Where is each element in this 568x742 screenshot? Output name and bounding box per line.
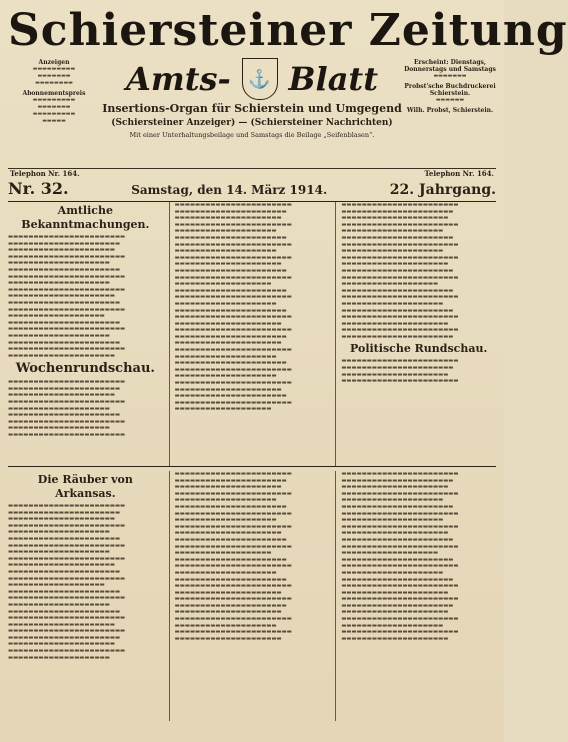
issue-bar <box>8 179 496 202</box>
right-info-box: Erscheint: Dienstags, Donnerstags und Samstags ▬▬▬▬▬▬▬ Probst'sche Buchdruckerei Schierstein. ▬▬▬▬▬▬ Wilh. Probst, Schierstein. <box>404 59 496 114</box>
wochenrundschau-heading: Wochenrundschau. <box>15 361 155 377</box>
issue-year: 22. Jahrgang. <box>389 182 496 198</box>
amts-word: Amts- <box>126 60 231 98</box>
insertions-line: Insertions-Organ für Schierstein und Umgegend <box>102 102 402 115</box>
coat-of-arms-icon: ⚓ <box>242 58 278 100</box>
left-info-box: Anzeigen ▬▬▬▬▬▬▬▬▬ ▬▬▬▬▬▬▬ ▬▬▬▬▬▬▬▬ Abonnementspreis ▬▬▬▬▬▬▬▬▬ ▬▬▬▬▬▬▬ ▬▬▬▬▬▬▬▬▬ ▬▬▬▬▬ <box>8 56 100 168</box>
left-subheading: Abonnementspreis <box>22 90 86 97</box>
right-heading: Erscheint: Dienstags, Donnerstags und Samstags <box>404 59 496 73</box>
issue-number: Nr. 32. <box>8 179 69 198</box>
column-1: Amtliche Bekanntmachungen. ▬▬▬▬▬▬▬▬▬▬▬▬▬▬▬▬▬▬▬▬▬▬▬ ▬▬▬▬▬▬▬▬▬▬▬▬▬▬▬▬▬▬▬▬▬▬ ▬▬▬▬▬▬▬▬▬▬▬▬▬▬▬▬▬▬▬▬▬ ▬▬▬▬▬▬▬▬▬▬▬▬▬▬▬▬▬▬▬▬▬▬▬ ▬▬▬▬▬▬▬▬▬▬▬▬▬▬▬▬▬▬▬▬ ▬▬▬▬▬▬▬▬▬▬▬▬▬▬▬▬▬▬▬▬▬▬ ▬▬▬▬▬▬▬▬▬▬▬▬▬▬▬▬▬▬▬▬▬▬▬ ▬▬▬▬▬▬▬▬▬▬▬▬▬▬▬▬▬▬▬▬ ▬▬▬▬▬▬▬▬▬▬▬▬▬▬▬▬▬▬▬▬▬▬▬ ▬▬▬▬▬▬▬▬▬▬▬▬▬▬▬▬▬▬▬▬▬ ▬▬▬▬▬▬▬▬▬▬▬▬▬▬▬▬▬▬▬▬▬▬ ▬▬▬▬▬▬▬▬▬▬▬▬▬▬▬▬▬▬▬▬▬▬▬ ▬▬▬▬▬▬▬▬▬▬▬▬▬▬▬▬▬▬▬ ▬▬▬▬▬▬▬▬▬▬▬▬▬▬▬▬▬▬▬▬▬▬ ▬▬▬▬▬▬▬▬▬▬▬▬▬▬▬▬▬▬▬▬▬▬▬ ▬▬▬▬▬▬▬▬▬▬▬▬▬▬▬▬▬▬▬▬ ▬▬▬▬▬▬▬▬▬▬▬▬▬▬▬▬▬▬▬▬▬▬ ▬▬▬▬▬▬▬▬▬▬▬▬▬▬▬▬▬▬▬▬▬▬▬ ▬▬▬▬▬▬▬▬▬▬▬▬▬▬▬▬▬▬▬▬▬ Wochenrundschau. ▬▬▬▬▬▬▬▬▬▬▬▬▬▬▬▬▬▬▬▬▬▬▬ ▬▬▬▬▬▬▬▬▬▬▬▬▬▬▬▬▬▬▬▬▬▬ ▬▬▬▬▬▬▬▬▬▬▬▬▬▬▬▬▬▬▬▬▬ ▬▬▬▬▬▬▬▬▬▬▬▬▬▬▬▬▬▬▬▬▬▬▬ ▬▬▬▬▬▬▬▬▬▬▬▬▬▬▬▬▬▬▬▬ ▬▬▬▬▬▬▬▬▬▬▬▬▬▬▬▬▬▬▬▬▬▬ ▬▬▬▬▬▬▬▬▬▬▬▬▬▬▬▬▬▬▬▬▬▬▬ ▬▬▬▬▬▬▬▬▬▬▬▬▬▬▬▬▬▬▬▬ ▬▬▬▬▬▬▬▬▬▬▬▬▬▬▬▬▬▬▬▬▬▬▬ <box>8 202 163 466</box>
issue-date: Samstag, den 14. März 1914. <box>131 183 328 197</box>
blatt-word: Blatt <box>288 60 378 98</box>
upper-columns <box>8 202 496 467</box>
lower-column-2: ▬▬▬▬▬▬▬▬▬▬▬▬▬▬▬▬▬▬▬▬▬▬▬ ▬▬▬▬▬▬▬▬▬▬▬▬▬▬▬▬▬▬▬▬▬▬ ▬▬▬▬▬▬▬▬▬▬▬▬▬▬▬▬▬▬▬▬▬ ▬▬▬▬▬▬▬▬▬▬▬▬▬▬▬▬▬▬▬▬▬▬▬ ▬▬▬▬▬▬▬▬▬▬▬▬▬▬▬▬▬▬▬▬ ▬▬▬▬▬▬▬▬▬▬▬▬▬▬▬▬▬▬▬▬▬▬ ▬▬▬▬▬▬▬▬▬▬▬▬▬▬▬▬▬▬▬▬▬▬▬ ▬▬▬▬▬▬▬▬▬▬▬▬▬▬▬▬▬▬▬▬ ▬▬▬▬▬▬▬▬▬▬▬▬▬▬▬▬▬▬▬▬▬▬▬ ▬▬▬▬▬▬▬▬▬▬▬▬▬▬▬▬▬▬▬▬▬ ▬▬▬▬▬▬▬▬▬▬▬▬▬▬▬▬▬▬▬▬▬▬ ▬▬▬▬▬▬▬▬▬▬▬▬▬▬▬▬▬▬▬▬▬▬▬ ▬▬▬▬▬▬▬▬▬▬▬▬▬▬▬▬▬▬▬ ▬▬▬▬▬▬▬▬▬▬▬▬▬▬▬▬▬▬▬▬▬▬ ▬▬▬▬▬▬▬▬▬▬▬▬▬▬▬▬▬▬▬▬▬▬▬ ▬▬▬▬▬▬▬▬▬▬▬▬▬▬▬▬▬▬▬▬ ▬▬▬▬▬▬▬▬▬▬▬▬▬▬▬▬▬▬▬▬▬▬ ▬▬▬▬▬▬▬▬▬▬▬▬▬▬▬▬▬▬▬▬▬▬▬ ▬▬▬▬▬▬▬▬▬▬▬▬▬▬▬▬▬▬▬▬▬ ▬▬▬▬▬▬▬▬▬▬▬▬▬▬▬▬▬▬▬▬▬▬▬ ▬▬▬▬▬▬▬▬▬▬▬▬▬▬▬▬▬▬▬▬▬▬ ▬▬▬▬▬▬▬▬▬▬▬▬▬▬▬▬▬▬▬▬▬ ▬▬▬▬▬▬▬▬▬▬▬▬▬▬▬▬▬▬▬▬▬▬▬ ▬▬▬▬▬▬▬▬▬▬▬▬▬▬▬▬▬▬▬▬ ▬▬▬▬▬▬▬▬▬▬▬▬▬▬▬▬▬▬▬▬▬▬▬ ▬▬▬▬▬▬▬▬▬▬▬▬▬▬▬▬▬▬▬▬▬ <box>169 471 330 721</box>
column-2: ▬▬▬▬▬▬▬▬▬▬▬▬▬▬▬▬▬▬▬▬▬▬▬ ▬▬▬▬▬▬▬▬▬▬▬▬▬▬▬▬▬▬▬▬▬▬ ▬▬▬▬▬▬▬▬▬▬▬▬▬▬▬▬▬▬▬▬▬ ▬▬▬▬▬▬▬▬▬▬▬▬▬▬▬▬▬▬▬▬▬▬▬ ▬▬▬▬▬▬▬▬▬▬▬▬▬▬▬▬▬▬▬▬ ▬▬▬▬▬▬▬▬▬▬▬▬▬▬▬▬▬▬▬▬▬▬ ▬▬▬▬▬▬▬▬▬▬▬▬▬▬▬▬▬▬▬▬▬▬▬ ▬▬▬▬▬▬▬▬▬▬▬▬▬▬▬▬▬▬▬▬ ▬▬▬▬▬▬▬▬▬▬▬▬▬▬▬▬▬▬▬▬▬▬▬ ▬▬▬▬▬▬▬▬▬▬▬▬▬▬▬▬▬▬▬▬▬ ▬▬▬▬▬▬▬▬▬▬▬▬▬▬▬▬▬▬▬▬▬▬ ▬▬▬▬▬▬▬▬▬▬▬▬▬▬▬▬▬▬▬▬▬▬▬ ▬▬▬▬▬▬▬▬▬▬▬▬▬▬▬▬▬▬▬ ▬▬▬▬▬▬▬▬▬▬▬▬▬▬▬▬▬▬▬▬▬▬ ▬▬▬▬▬▬▬▬▬▬▬▬▬▬▬▬▬▬▬▬▬▬▬ ▬▬▬▬▬▬▬▬▬▬▬▬▬▬▬▬▬▬▬▬ ▬▬▬▬▬▬▬▬▬▬▬▬▬▬▬▬▬▬▬▬▬▬ ▬▬▬▬▬▬▬▬▬▬▬▬▬▬▬▬▬▬▬▬▬▬▬ ▬▬▬▬▬▬▬▬▬▬▬▬▬▬▬▬▬▬▬▬▬ ▬▬▬▬▬▬▬▬▬▬▬▬▬▬▬▬▬▬▬▬▬▬▬ ▬▬▬▬▬▬▬▬▬▬▬▬▬▬▬▬▬▬▬▬▬▬ ▬▬▬▬▬▬▬▬▬▬▬▬▬▬▬▬▬▬▬▬▬ ▬▬▬▬▬▬▬▬▬▬▬▬▬▬▬▬▬▬▬▬▬▬▬ ▬▬▬▬▬▬▬▬▬▬▬▬▬▬▬▬▬▬▬▬ ▬▬▬▬▬▬▬▬▬▬▬▬▬▬▬▬▬▬▬▬▬▬ ▬▬▬▬▬▬▬▬▬▬▬▬▬▬▬▬▬▬▬▬▬▬▬ ▬▬▬▬▬▬▬▬▬▬▬▬▬▬▬▬▬▬▬▬ ▬▬▬▬▬▬▬▬▬▬▬▬▬▬▬▬▬▬▬▬▬▬▬ ▬▬▬▬▬▬▬▬▬▬▬▬▬▬▬▬▬▬▬▬▬ ▬▬▬▬▬▬▬▬▬▬▬▬▬▬▬▬▬▬▬▬▬▬ ▬▬▬▬▬▬▬▬▬▬▬▬▬▬▬▬▬▬▬▬▬▬▬ ▬▬▬▬▬▬▬▬▬▬▬▬▬▬▬▬▬▬▬ <box>169 202 330 466</box>
anzeiger-line: (Schiersteiner Anzeiger) — (Schiersteiner Nachrichten) <box>111 118 393 128</box>
right-subheading: Probst'sche Buchdruckerei Schierstein. <box>404 83 496 97</box>
lower-columns <box>8 467 496 721</box>
center-title-block <box>100 56 404 168</box>
politische-heading: Politische Rundschau. <box>350 342 488 356</box>
rauber-heading: Die Räuber von Arkansas. <box>37 473 133 500</box>
left-heading: Anzeigen <box>38 59 70 66</box>
telephone-right: Telephon Nr. 164. <box>424 169 494 178</box>
lower-column-3: ▬▬▬▬▬▬▬▬▬▬▬▬▬▬▬▬▬▬▬▬▬▬▬ ▬▬▬▬▬▬▬▬▬▬▬▬▬▬▬▬▬▬▬▬▬▬ ▬▬▬▬▬▬▬▬▬▬▬▬▬▬▬▬▬▬▬▬▬ ▬▬▬▬▬▬▬▬▬▬▬▬▬▬▬▬▬▬▬▬▬▬▬ ▬▬▬▬▬▬▬▬▬▬▬▬▬▬▬▬▬▬▬▬ ▬▬▬▬▬▬▬▬▬▬▬▬▬▬▬▬▬▬▬▬▬▬ ▬▬▬▬▬▬▬▬▬▬▬▬▬▬▬▬▬▬▬▬▬▬▬ ▬▬▬▬▬▬▬▬▬▬▬▬▬▬▬▬▬▬▬▬ ▬▬▬▬▬▬▬▬▬▬▬▬▬▬▬▬▬▬▬▬▬▬▬ ▬▬▬▬▬▬▬▬▬▬▬▬▬▬▬▬▬▬▬▬▬ ▬▬▬▬▬▬▬▬▬▬▬▬▬▬▬▬▬▬▬▬▬▬ ▬▬▬▬▬▬▬▬▬▬▬▬▬▬▬▬▬▬▬▬▬▬▬ ▬▬▬▬▬▬▬▬▬▬▬▬▬▬▬▬▬▬▬ ▬▬▬▬▬▬▬▬▬▬▬▬▬▬▬▬▬▬▬▬▬▬ ▬▬▬▬▬▬▬▬▬▬▬▬▬▬▬▬▬▬▬▬▬▬▬ ▬▬▬▬▬▬▬▬▬▬▬▬▬▬▬▬▬▬▬▬ ▬▬▬▬▬▬▬▬▬▬▬▬▬▬▬▬▬▬▬▬▬▬ ▬▬▬▬▬▬▬▬▬▬▬▬▬▬▬▬▬▬▬▬▬▬▬ ▬▬▬▬▬▬▬▬▬▬▬▬▬▬▬▬▬▬▬▬▬ ▬▬▬▬▬▬▬▬▬▬▬▬▬▬▬▬▬▬▬▬▬▬▬ ▬▬▬▬▬▬▬▬▬▬▬▬▬▬▬▬▬▬▬▬▬▬ ▬▬▬▬▬▬▬▬▬▬▬▬▬▬▬▬▬▬▬▬▬ ▬▬▬▬▬▬▬▬▬▬▬▬▬▬▬▬▬▬▬▬▬▬▬ ▬▬▬▬▬▬▬▬▬▬▬▬▬▬▬▬▬▬▬▬ ▬▬▬▬▬▬▬▬▬▬▬▬▬▬▬▬▬▬▬▬▬▬▬ ▬▬▬▬▬▬▬▬▬▬▬▬▬▬▬▬▬▬▬▬▬ <box>335 471 496 721</box>
right-editor: Wilh. Probst, Schierstein. <box>406 107 494 114</box>
masthead-title: Schiersteiner Zeitung <box>8 5 568 56</box>
beilage-line: Mit einer Unterhaltungsbeilage und Samstags die Beilage „Seifenblasen“. <box>129 131 375 139</box>
lower-column-1: Die Räuber von Arkansas. ▬▬▬▬▬▬▬▬▬▬▬▬▬▬▬▬▬▬▬▬▬▬▬ ▬▬▬▬▬▬▬▬▬▬▬▬▬▬▬▬▬▬▬▬▬▬ ▬▬▬▬▬▬▬▬▬▬▬▬▬▬▬▬▬▬▬▬▬ ▬▬▬▬▬▬▬▬▬▬▬▬▬▬▬▬▬▬▬▬▬▬▬ ▬▬▬▬▬▬▬▬▬▬▬▬▬▬▬▬▬▬▬▬ ▬▬▬▬▬▬▬▬▬▬▬▬▬▬▬▬▬▬▬▬▬▬ ▬▬▬▬▬▬▬▬▬▬▬▬▬▬▬▬▬▬▬▬▬▬▬ ▬▬▬▬▬▬▬▬▬▬▬▬▬▬▬▬▬▬▬▬ ▬▬▬▬▬▬▬▬▬▬▬▬▬▬▬▬▬▬▬▬▬▬▬ ▬▬▬▬▬▬▬▬▬▬▬▬▬▬▬▬▬▬▬▬▬ ▬▬▬▬▬▬▬▬▬▬▬▬▬▬▬▬▬▬▬▬▬▬ ▬▬▬▬▬▬▬▬▬▬▬▬▬▬▬▬▬▬▬▬▬▬▬ ▬▬▬▬▬▬▬▬▬▬▬▬▬▬▬▬▬▬▬ ▬▬▬▬▬▬▬▬▬▬▬▬▬▬▬▬▬▬▬▬▬▬ ▬▬▬▬▬▬▬▬▬▬▬▬▬▬▬▬▬▬▬▬▬▬▬ ▬▬▬▬▬▬▬▬▬▬▬▬▬▬▬▬▬▬▬▬ ▬▬▬▬▬▬▬▬▬▬▬▬▬▬▬▬▬▬▬▬▬▬ ▬▬▬▬▬▬▬▬▬▬▬▬▬▬▬▬▬▬▬▬▬▬▬ ▬▬▬▬▬▬▬▬▬▬▬▬▬▬▬▬▬▬▬▬▬ ▬▬▬▬▬▬▬▬▬▬▬▬▬▬▬▬▬▬▬▬▬▬▬ ▬▬▬▬▬▬▬▬▬▬▬▬▬▬▬▬▬▬▬▬▬▬ ▬▬▬▬▬▬▬▬▬▬▬▬▬▬▬▬▬▬▬▬▬ ▬▬▬▬▬▬▬▬▬▬▬▬▬▬▬▬▬▬▬▬▬▬▬ ▬▬▬▬▬▬▬▬▬▬▬▬▬▬▬▬▬▬▬▬ <box>8 471 163 721</box>
subhead <box>8 56 496 169</box>
amtliche-heading: Amtliche Bekanntmachungen. <box>21 204 150 231</box>
column-3: ▬▬▬▬▬▬▬▬▬▬▬▬▬▬▬▬▬▬▬▬▬▬▬ ▬▬▬▬▬▬▬▬▬▬▬▬▬▬▬▬▬▬▬▬▬▬ ▬▬▬▬▬▬▬▬▬▬▬▬▬▬▬▬▬▬▬▬▬ ▬▬▬▬▬▬▬▬▬▬▬▬▬▬▬▬▬▬▬▬▬▬▬ ▬▬▬▬▬▬▬▬▬▬▬▬▬▬▬▬▬▬▬▬ ▬▬▬▬▬▬▬▬▬▬▬▬▬▬▬▬▬▬▬▬▬▬ ▬▬▬▬▬▬▬▬▬▬▬▬▬▬▬▬▬▬▬▬▬▬▬ ▬▬▬▬▬▬▬▬▬▬▬▬▬▬▬▬▬▬▬▬ ▬▬▬▬▬▬▬▬▬▬▬▬▬▬▬▬▬▬▬▬▬▬▬ ▬▬▬▬▬▬▬▬▬▬▬▬▬▬▬▬▬▬▬▬▬ ▬▬▬▬▬▬▬▬▬▬▬▬▬▬▬▬▬▬▬▬▬▬ ▬▬▬▬▬▬▬▬▬▬▬▬▬▬▬▬▬▬▬▬▬▬▬ ▬▬▬▬▬▬▬▬▬▬▬▬▬▬▬▬▬▬▬ ▬▬▬▬▬▬▬▬▬▬▬▬▬▬▬▬▬▬▬▬▬▬ ▬▬▬▬▬▬▬▬▬▬▬▬▬▬▬▬▬▬▬▬▬▬▬ ▬▬▬▬▬▬▬▬▬▬▬▬▬▬▬▬▬▬▬▬ ▬▬▬▬▬▬▬▬▬▬▬▬▬▬▬▬▬▬▬▬▬▬ ▬▬▬▬▬▬▬▬▬▬▬▬▬▬▬▬▬▬▬▬▬▬▬ ▬▬▬▬▬▬▬▬▬▬▬▬▬▬▬▬▬▬▬▬▬ ▬▬▬▬▬▬▬▬▬▬▬▬▬▬▬▬▬▬▬▬▬▬▬ ▬▬▬▬▬▬▬▬▬▬▬▬▬▬▬▬▬▬▬▬▬▬ Politische Rundschau. ▬▬▬▬▬▬▬▬▬▬▬▬▬▬▬▬▬▬▬▬▬▬▬ ▬▬▬▬▬▬▬▬▬▬▬▬▬▬▬▬▬▬▬▬▬▬ ▬▬▬▬▬▬▬▬▬▬▬▬▬▬▬▬▬▬▬▬▬ ▬▬▬▬▬▬▬▬▬▬▬▬▬▬▬▬▬▬▬▬▬▬▬ <box>335 202 496 466</box>
telephone-left: Telephon Nr. 164. <box>10 169 80 178</box>
